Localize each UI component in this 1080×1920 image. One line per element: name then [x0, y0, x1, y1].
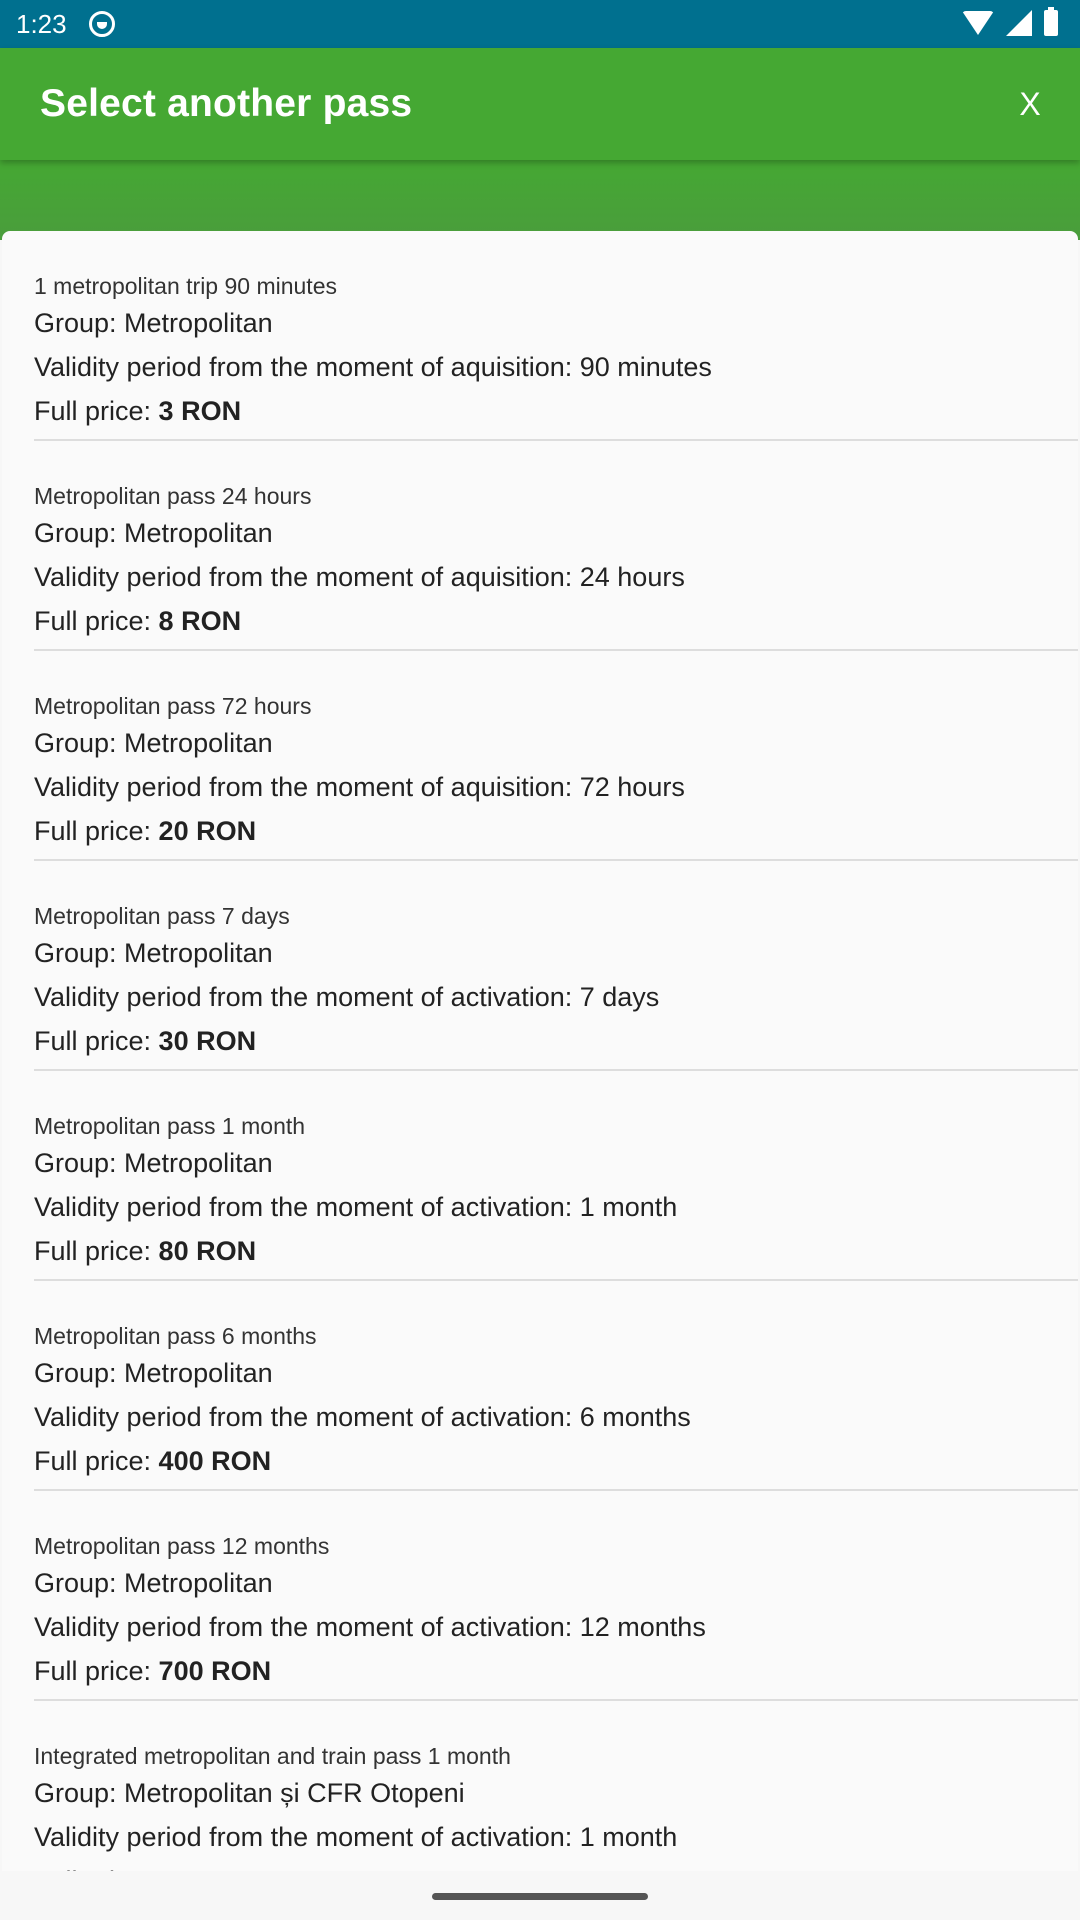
pass-name: Metropolitan pass 1 month — [34, 1113, 306, 1139]
group-label: Group: — [34, 518, 125, 548]
pass-item[interactable] — [34, 861, 1078, 1071]
pass-name: Metropolitan pass 24 hours — [34, 483, 312, 509]
pass-price — [34, 599, 1078, 643]
status-bar — [0, 0, 1080, 48]
group-label: Group: — [34, 938, 125, 968]
price-value: 700 RON — [158, 1656, 272, 1686]
pass-validity: Validity period from the moment of aquisition: 24 hours — [34, 562, 685, 592]
status-time: 1:23 — [16, 8, 67, 39]
pass-group — [34, 1351, 1078, 1395]
pass-name: 1 metropolitan trip 90 minutes — [34, 273, 337, 299]
pass-item[interactable] — [34, 441, 1078, 651]
pass-validity: Validity period from the moment of aquisition: 90 minutes — [34, 352, 712, 382]
group-value: Metropolitan — [124, 518, 273, 548]
group-value: Metropolitan — [124, 1148, 273, 1178]
price-value: 8 RON — [158, 606, 242, 636]
price-label: Full price: — [34, 1446, 159, 1476]
face-icon — [89, 11, 115, 37]
pass-group — [34, 1771, 1078, 1815]
pass-name: Metropolitan pass 7 days — [34, 903, 290, 929]
close-button[interactable]: X — [1019, 85, 1041, 122]
group-label: Group: — [34, 1778, 125, 1808]
group-label: Group: — [34, 308, 125, 338]
pass-price — [34, 1439, 1078, 1483]
navigation-bar — [0, 1871, 1080, 1920]
app-bar — [0, 48, 1080, 160]
pass-item[interactable] — [34, 1281, 1078, 1491]
pass-validity: Validity period from the moment of activation: 7 days — [34, 982, 660, 1012]
pass-price — [34, 1019, 1078, 1063]
pass-name: Metropolitan pass 12 months — [34, 1533, 330, 1559]
price-label: Full price: — [34, 1026, 159, 1056]
signal-icon — [1006, 10, 1032, 36]
group-label: Group: — [34, 1148, 125, 1178]
price-value: 30 RON — [158, 1026, 257, 1056]
price-value: 3 RON — [158, 396, 242, 426]
pass-price — [34, 389, 1078, 433]
pass-price — [34, 1229, 1078, 1273]
price-label: Full price: — [34, 1656, 159, 1686]
wifi-icon — [962, 11, 994, 35]
group-value: Metropolitan și CFR Otopeni — [124, 1778, 465, 1808]
pass-group — [34, 931, 1078, 975]
pass-group — [34, 1141, 1078, 1185]
pass-list[interactable] — [2, 231, 1078, 1871]
status-icons — [962, 10, 1058, 36]
pass-group — [34, 511, 1078, 555]
battery-icon — [1044, 10, 1058, 36]
pass-validity: Validity period from the moment of activation: 1 month — [34, 1822, 678, 1852]
group-value: Metropolitan — [124, 938, 273, 968]
pass-item[interactable] — [34, 1491, 1078, 1701]
pass-item[interactable] — [34, 651, 1078, 861]
page-title: Select another pass — [40, 82, 413, 125]
pass-validity: Validity period from the moment of activation: 1 month — [34, 1192, 678, 1222]
header-band — [0, 160, 1080, 240]
pass-item[interactable] — [34, 231, 1078, 441]
pass-item[interactable] — [34, 1071, 1078, 1281]
price-label: Full price: — [34, 1236, 159, 1266]
price-value: 80 RON — [158, 1236, 257, 1266]
pass-validity: Validity period from the moment of activation: 6 months — [34, 1402, 691, 1432]
price-value: 400 RON — [158, 1446, 272, 1476]
price-label: Full price: — [34, 816, 159, 846]
group-label: Group: — [34, 728, 125, 758]
pass-group — [34, 301, 1078, 345]
home-indicator[interactable] — [432, 1893, 648, 1900]
pass-name: Metropolitan pass 72 hours — [34, 693, 312, 719]
pass-group — [34, 721, 1078, 765]
group-label: Group: — [34, 1568, 125, 1598]
group-value: Metropolitan — [124, 1358, 273, 1388]
price-value: 20 RON — [158, 816, 257, 846]
pass-group — [34, 1561, 1078, 1605]
pass-validity: Validity period from the moment of aquisition: 72 hours — [34, 772, 685, 802]
pass-price — [34, 809, 1078, 853]
pass-name: Metropolitan pass 6 months — [34, 1323, 317, 1349]
pass-validity: Validity period from the moment of activation: 12 months — [34, 1612, 706, 1642]
pass-price — [34, 1649, 1078, 1693]
group-value: Metropolitan — [124, 308, 273, 338]
group-value: Metropolitan — [124, 728, 273, 758]
pass-name: Integrated metropolitan and train pass 1 month — [34, 1743, 511, 1769]
price-label: Full price: — [34, 396, 159, 426]
group-label: Group: — [34, 1358, 125, 1388]
group-value: Metropolitan — [124, 1568, 273, 1598]
price-label: Full price: — [34, 606, 159, 636]
